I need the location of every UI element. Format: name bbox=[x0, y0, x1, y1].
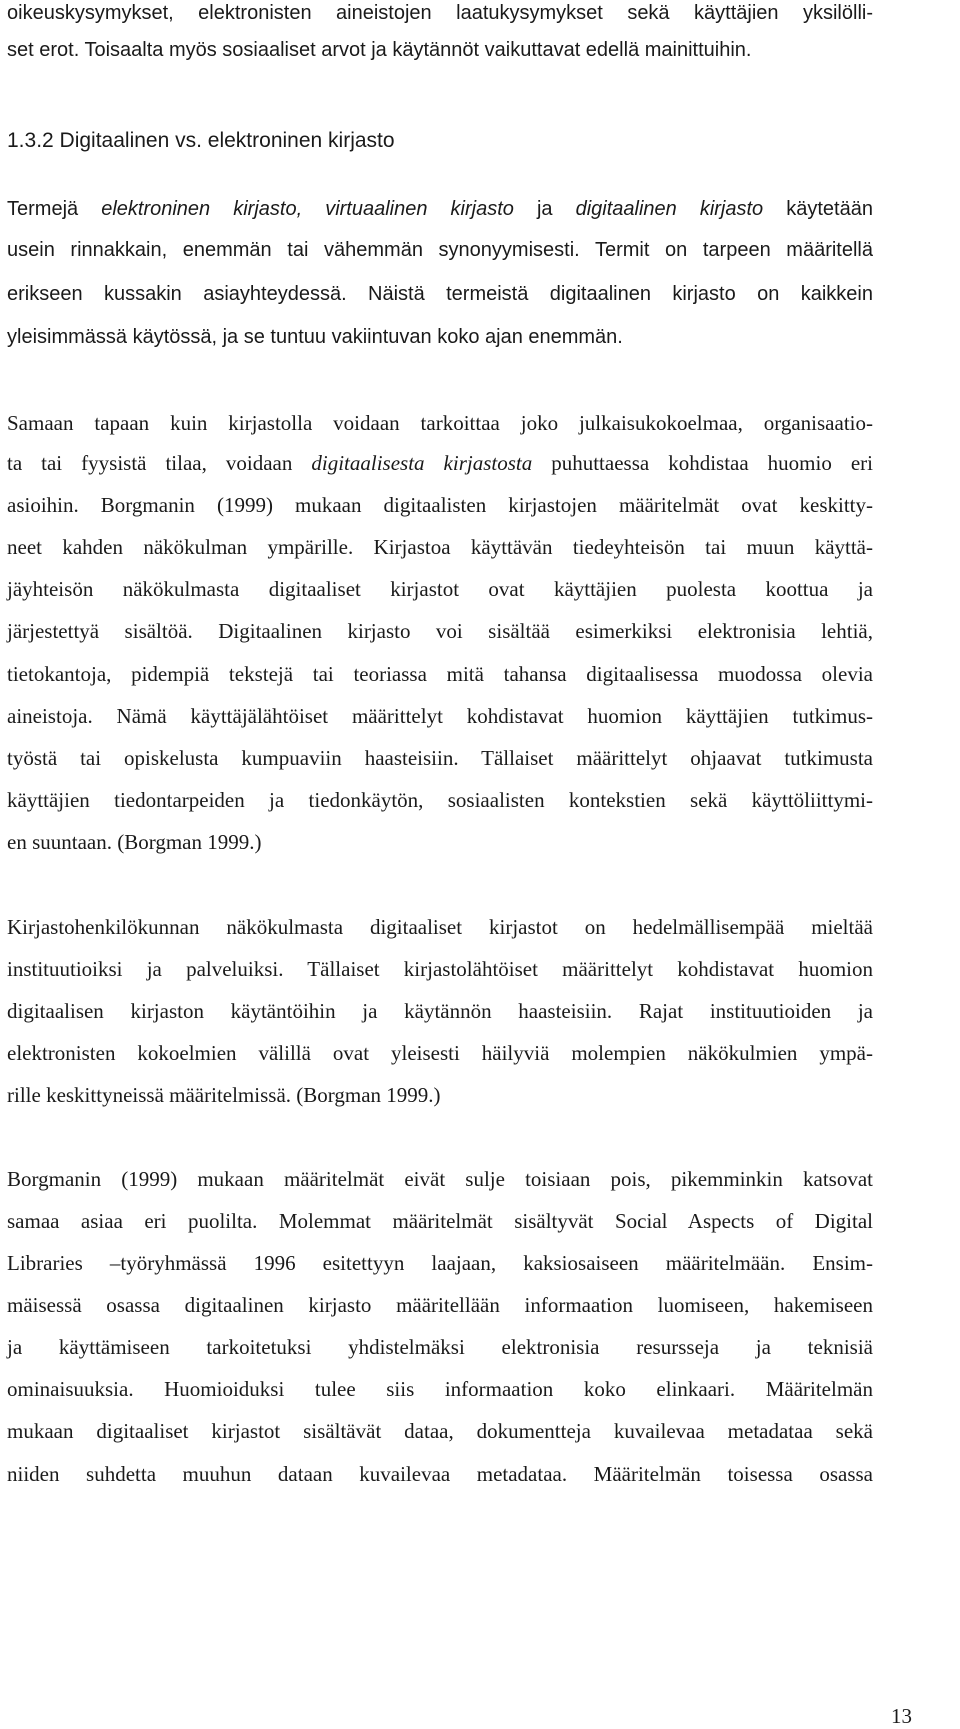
paragraph-1-line: usein rinnakkain, enemmän tai vähemmän synonyymisesti. Termit on tarpeen määritellä bbox=[7, 239, 873, 261]
paragraph-4-line: mäisessä osassa digitaalinen kirjasto määritellään informaation luomiseen, hakemiseen bbox=[7, 1293, 873, 1317]
paragraph-2-line: neet kahden näkökulman ympärille. Kirjastoa käyttävän tiedeyhteisön tai muun käyttä- bbox=[7, 535, 873, 559]
paragraph-1-line: yleisimmässä käytössä, ja se tuntuu vakiintuvan koko ajan enemmän. bbox=[7, 326, 623, 348]
text-span: puhuttaessa kohdistaa huomio eri bbox=[532, 451, 874, 475]
paragraph-2-line bbox=[7, 450, 873, 476]
paragraph-2-line: jäyhteisön näkökulmasta digitaaliset kirjastot ovat käyttäjien puolesta koottua ja bbox=[7, 577, 873, 601]
paragraph-2-line: työstä tai opiskelusta kumpuaviin haasteisiin. Tällaiset määrittelyt ohjaavat tutkimusta bbox=[7, 746, 873, 770]
paragraph-4-line: mukaan digitaaliset kirjastot sisältävät dataa, dokumentteja kuvailevaa metadataa sekä bbox=[7, 1419, 873, 1443]
paragraph-2-line: aineistoja. Nämä käyttäjälähtöiset määrittelyt kohdistavat huomion käyttäjien tutkimus- bbox=[7, 704, 873, 728]
paragraph-4-line: ominaisuuksia. Huomioiduksi tulee siis informaation koko elinkaari. Määritelmän bbox=[7, 1377, 873, 1401]
italic-term: digitaalisesta kirjastosta bbox=[311, 451, 533, 475]
paragraph-3-line: elektronisten kokoelmien välillä ovat yleisesti häilyviä molempien näkökulmien ympä- bbox=[7, 1041, 873, 1065]
text-span: ja bbox=[513, 198, 576, 220]
paragraph-2-line: Samaan tapaan kuin kirjastolla voidaan tarkoittaa joko julkaisukokoelmaa, organisaatio- bbox=[7, 411, 873, 435]
paragraph-1-line bbox=[7, 196, 873, 222]
paragraph-4-line: ja käyttämiseen tarkoitetuksi yhdistelmäksi elektronisia resursseja ja teknisiä bbox=[7, 1335, 873, 1359]
intro-line: oikeuskysymykset, elektronisten aineistojen laatukysymykset sekä käyttäjien yksilölli- bbox=[7, 2, 873, 24]
intro-line: set erot. Toisaalta myös sosiaaliset arvot ja käytännöt vaikuttavat edellä mainittuihin. bbox=[7, 39, 752, 61]
text-span: ta tai fyysistä tilaa, voidaan bbox=[7, 451, 312, 475]
text-span: Termejä bbox=[7, 198, 102, 220]
paragraph-2-line: käyttäjien tiedontarpeiden ja tiedonkäytön, sosiaalisten kontekstien sekä käyttöliittymi- bbox=[7, 788, 873, 812]
paragraph-3-line: rille keskittyneissä määritelmissä. (Borgman 1999.) bbox=[7, 1083, 441, 1107]
paragraph-2-line: en suuntaan. (Borgman 1999.) bbox=[7, 830, 262, 854]
paragraph-3-line: Kirjastohenkilökunnan näkökulmasta digitaaliset kirjastot on hedelmällisempää mieltää bbox=[7, 915, 873, 939]
text-span: käytetään bbox=[763, 198, 873, 220]
paragraph-2-line: asioihin. Borgmanin (1999) mukaan digitaalisten kirjastojen määritelmät ovat keskitty- bbox=[7, 493, 873, 517]
paragraph-2-line: järjestettyä sisältöä. Digitaalinen kirjasto voi sisältää esimerkiksi elektronisia lehtiä, bbox=[7, 619, 873, 643]
paragraph-4-line: Borgmanin (1999) mukaan määritelmät eivät sulje toisiaan pois, pikemminkin katsovat bbox=[7, 1167, 873, 1191]
paragraph-4-line: niiden suhdetta muuhun dataan kuvailevaa metadataa. Määritelmän toisessa osassa bbox=[7, 1462, 873, 1486]
section-heading: 1.3.2 Digitaalinen vs. elektroninen kirjasto bbox=[7, 129, 395, 152]
paragraph-4-line: Libraries –työryhmässä 1996 esitettyyn laajaan, kaksiosaiseen määritelmään. Ensim- bbox=[7, 1251, 873, 1275]
paragraph-4-line: samaa asiaa eri puolilta. Molemmat määritelmät sisältyvät Social Aspects of Digital bbox=[7, 1209, 873, 1233]
paragraph-2-line: tietokantoja, pidempiä tekstejä tai teoriassa mitä tahansa digitaalisessa muodossa olevia bbox=[7, 662, 873, 686]
page-number: 13 bbox=[891, 1704, 912, 1728]
paragraph-1-line: erikseen kussakin asiayhteydessä. Näistä termeistä digitaalinen kirjasto on kaikkein bbox=[7, 283, 873, 305]
paragraph-3-line: digitaalisen kirjaston käytäntöihin ja käytännön haasteisiin. Rajat instituutioiden ja bbox=[7, 999, 873, 1023]
paragraph-3-line: instituutioiksi ja palveluiksi. Tällaiset kirjastolähtöiset määrittelyt kohdistavat huomion bbox=[7, 957, 873, 981]
italic-term: elektroninen kirjasto, virtuaalinen kirjasto bbox=[101, 198, 514, 220]
italic-term: digitaalinen kirjasto bbox=[575, 198, 764, 220]
